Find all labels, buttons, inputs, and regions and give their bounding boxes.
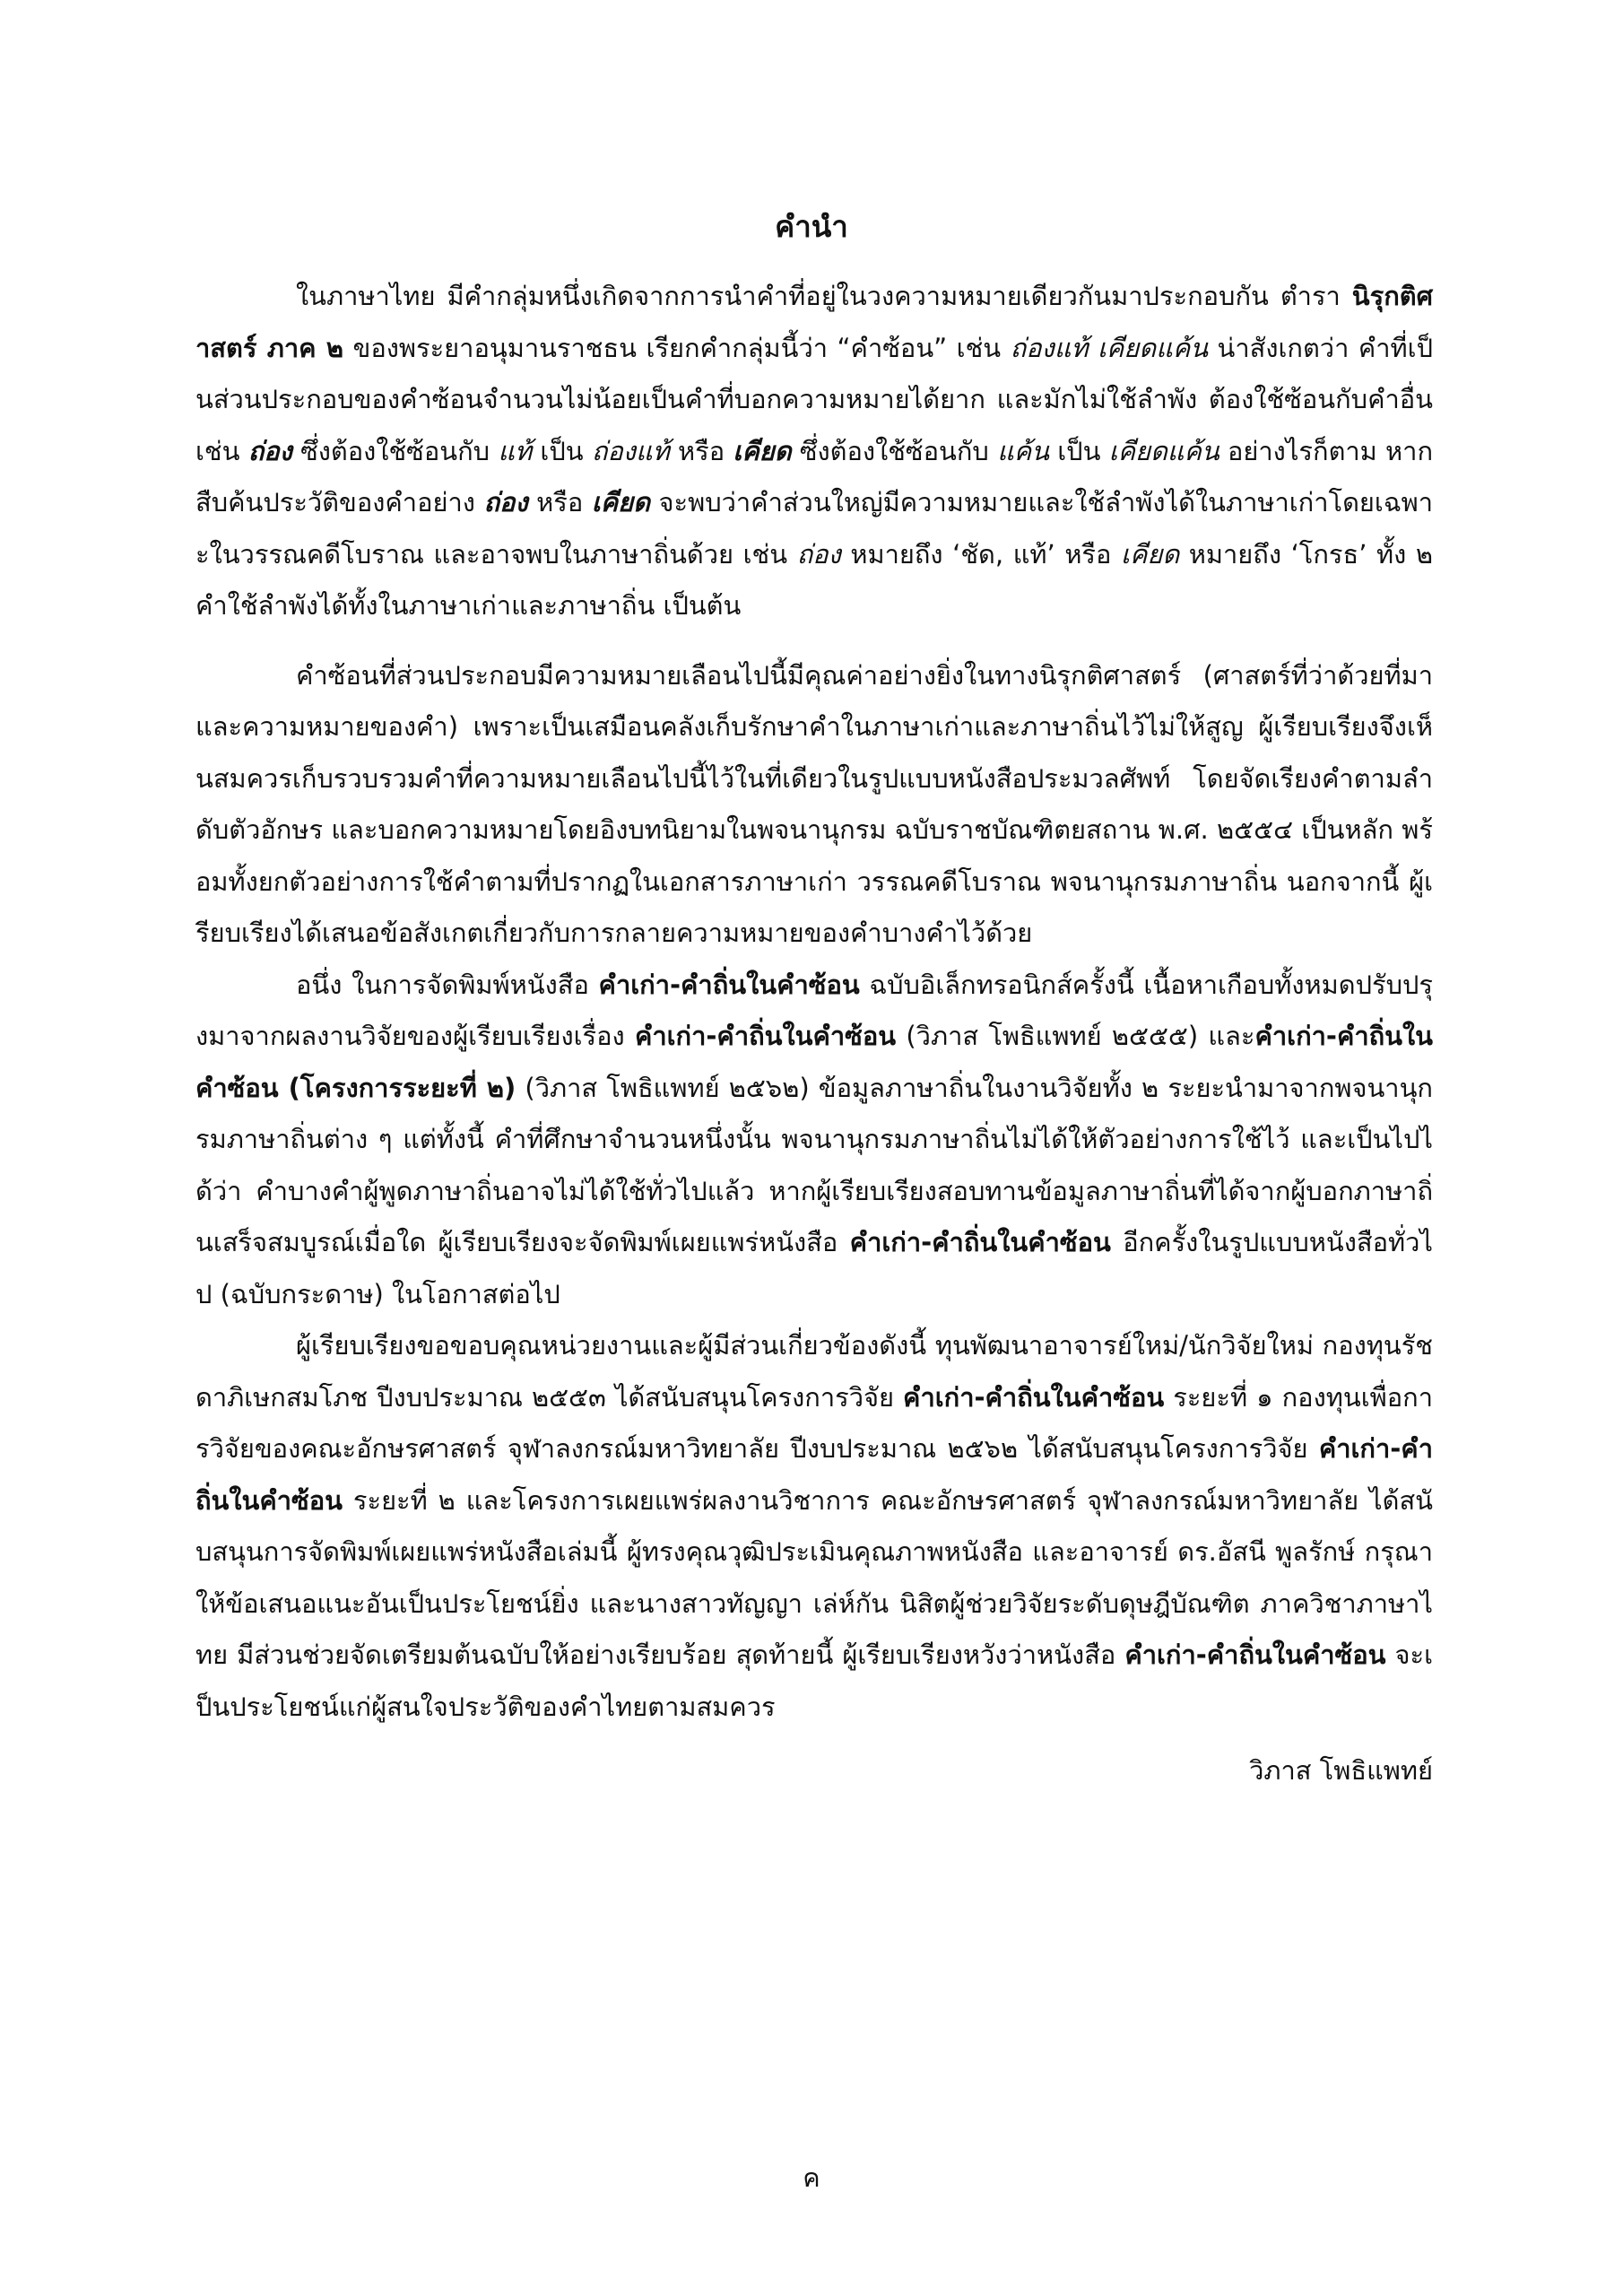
text-span: ซึ่งต้องใช้ซ้อนกับ (291, 435, 499, 466)
text-span: คำเก่า-คำถิ่นในคำซ้อน (849, 1227, 1111, 1257)
text-span: เป็น (532, 435, 592, 466)
text-span: คำซ้อนที่ส่วนประกอบมีความหมายเลือนไปนี้มีคุณค่าอย่างยิ่งในทางนิรุกติศาสตร์ (ศาสตร์ที่ว่าด้วยที่มาและความหมายของคำ) เพราะเป็นเสมือนคลังเก็บรักษาคำในภาษาเก่าและภาษาถิ่นไว้ไม่ให้สูญ ผู้เรียบเรียงจึงเห็นสมควรเก็บรวบรวมคำที่ความหมายเลือนไปนี้ไว้ในที่เดียวในรูปแบบหนังสือประมวลศัพท์ โดยจัดเรียงคำตามลำดับตัวอักษร และบอกความหมายโดยอิงบทนิยามในพจนานุกรม ฉบับราชบัณฑิตยสถาน พ.ศ. ๒๕๕๔ เป็นหลัก พร้อมทั้งยกตัวอย่างการใช้คำตามที่ปรากฏในเอกสารภาษาเก่า วรรณคดีโบราณ พจนานุกรมภาษาถิ่น นอกจากนี้ ผู้เรียบเรียงได้เสนอข้อสังเกตเกี่ยวกับการกลายความหมายของคำบางคำไว้ด้วย (195, 659, 1433, 948)
text-span: คำเก่า-คำถิ่นในคำซ้อน (โครงการระยะที่ ๒) (195, 1021, 1433, 1103)
text-span: เป็น (1049, 435, 1109, 466)
text-span: (วิภาส โพธิแพทย์ ๒๕๕๕) และ (896, 1021, 1255, 1051)
text-span: ระยะที่ ๑ กองทุนเพื่อการวิจัยของคณะอักษรศาสตร์ จุฬาลงกรณ์มหาวิทยาลัย ปีงบประมาณ ๒๕๖๒ ได้สนับสนุนโครงการวิจัย (195, 1381, 1433, 1464)
author-signature: วิภาส โพธิแพทย์ (1249, 1755, 1433, 1786)
text-span: ซึ่งต้องใช้ซ้อนกับ (791, 435, 998, 466)
text-span: จะเป็นประโยชน์แก่ผู้สนใจประวัติของคำไทยตามสมควร (195, 1639, 1433, 1722)
text-span: เคียด (591, 487, 650, 517)
text-span: ในภาษาไทย มีคำกลุ่มหนึ่งเกิดจากการนำคำที่อยู่ในวงความหมายเดียวกันมาประกอบกัน ตำรา (296, 281, 1352, 311)
text-span: ถ่อง (247, 435, 292, 466)
text-span: อีกครั้งในรูปแบบหนังสือทั่วไป (ฉบับกระดาษ) ในโอกาสต่อไป (195, 1227, 1433, 1309)
text-span: ถ่อง (796, 538, 841, 570)
text-span: คำเก่า-คำถิ่นในคำซ้อน (598, 969, 860, 1000)
text-span: (วิภาส โพธิแพทย์ ๒๕๖๒) ข้อมูลภาษาถิ่นในงานวิจัยทั้ง ๒ ระยะนำมาจากพจนานุกรมภาษาถิ่นต่าง ๆ แต่ทั้งนี้ คำที่ศึกษาจำนวนหนึ่งนั้น พจนานุกรมภาษาถิ่นไม่ได้ให้ตัวอย่างการใช้ไว้ และเป็นไปได้ว่า คำบางคำผู้พูดภาษาถิ่นอาจไม่ได้ใช้ทั่วไปแล้ว หากผู้เรียบเรียงสอบทานข้อมูลภาษาถิ่นที่ได้จากผู้บอกภาษาถิ่นเสร็จสมบูรณ์เมื่อใด ผู้เรียบเรียงจะจัดพิมพ์เผยแพร่หนังสือ (195, 1072, 1433, 1257)
text-span: คำเก่า-คำถิ่นในคำซ้อน (1124, 1639, 1386, 1670)
page-number: ค (803, 2162, 820, 2193)
text-span: คำเก่า-คำถิ่นในคำซ้อน (903, 1381, 1165, 1413)
text-span: ถ่องแท้ (591, 435, 670, 466)
paragraph-3 (195, 960, 1433, 1321)
text-span: ระยะที่ ๒ และโครงการเผยแพร่ผลงานวิชาการ คณะอักษรศาสตร์ จุฬาลงกรณ์มหาวิทยาลัย ได้สนับสนุนการจัดพิมพ์เผยแพร่หนังสือเล่มนี้ ผู้ทรงคุณวุฒิประเมินคุณภาพหนังสือ และอาจารย์ ดร.อัสนี พูลรักษ์ กรุณาให้ข้อเสนอแนะอันเป็นประโยชน์ยิ่ง และนางสาวทัญญา เล่ห์กัน นิสิตผู้ช่วยวิจัยระดับดุษฎีบัณฑิต ภาควิชาภาษาไทย มีส่วนช่วยจัดเตรียมต้นฉบับให้อย่างเรียบร้อย สุดท้ายนี้ ผู้เรียบเรียงหวังว่าหนังสือ (195, 1484, 1433, 1670)
text-span: ของพระยาอนุมานราชธน เรียกคำกลุ่มนี้ว่า “คำซ้อน” เช่น (343, 332, 1011, 363)
text-span: หรือ (669, 435, 733, 466)
text-span: เคียดแค้น (1108, 435, 1219, 466)
text-span: ฉบับอิเล็กทรอนิกส์ครั้งนี้ เนื้อหาเกือบทั้งหมดปรับปรุงมาจากผลงานวิจัยของผู้เรียบเรียงเรื่อง (195, 969, 1433, 1051)
text-span: อย่างไรก็ตาม หากสืบค้นประวัติของคำอย่าง (195, 435, 1434, 517)
text-span: หมายถึง ‘โกรธ’ ทั้ง ๒ คำใช้ลำพังได้ทั้งในภาษาเก่าและภาษาถิ่น เป็นต้น (195, 538, 1434, 621)
text-span: แท้ (498, 435, 533, 466)
text-span: อนึ่ง ในการจัดพิมพ์หนังสือ (296, 969, 599, 1000)
text-span: หรือ (527, 487, 592, 517)
text-span: แค้น (997, 435, 1049, 466)
text-span: หมายถึง ‘ชัด, แท้’ หรือ (840, 538, 1122, 570)
text-span: น่าสังเกตว่า คำที่เป็นส่วนประกอบของคำซ้อนจำนวนไม่น้อยเป็นคำที่บอกความหมายได้ยาก และมักไม่ใช้ลำพัง ต้องใช้ซ้อนกับคำอื่น เช่น (195, 332, 1433, 466)
paragraph-1 (195, 271, 1433, 632)
text-span: จะพบว่าคำส่วนใหญ่มีความหมายและใช้ลำพังได้ในภาษาเก่าโดยเฉพาะในวรรณคดีโบราณ และอาจพบในภาษาถิ่นด้วย เช่น (195, 487, 1433, 570)
document-body (195, 271, 1433, 1797)
text-span: นิรุกติศาสตร์ ภาค ๒ (195, 281, 1433, 363)
text-span: เคียด (733, 435, 792, 466)
text-span: เคียด (1121, 538, 1180, 570)
text-span: ผู้เรียบเรียงขอขอบคุณหน่วยงานและผู้มีส่วนเกี่ยวข้องดังนี้ ทุนพัฒนาอาจารย์ใหม่/นักวิจัยใหม่ กองทุนรัชดาภิเษกสมโภช ปีงบประมาณ ๒๕๕๓ ได้สนับสนุนโครงการวิจัย (195, 1330, 1433, 1413)
text-span: คำเก่า-คำถิ่นในคำซ้อน (634, 1021, 897, 1051)
paragraph-2 (195, 650, 1433, 960)
page-title: คำนำ (775, 209, 848, 244)
text-span: ถ่องแท้ เคียดแค้น (1010, 332, 1209, 363)
paragraph-4 (195, 1320, 1433, 1733)
text-span: คำเก่า-คำถิ่นในคำซ้อน (195, 1433, 1433, 1516)
text-span: ถ่อง (483, 487, 528, 517)
